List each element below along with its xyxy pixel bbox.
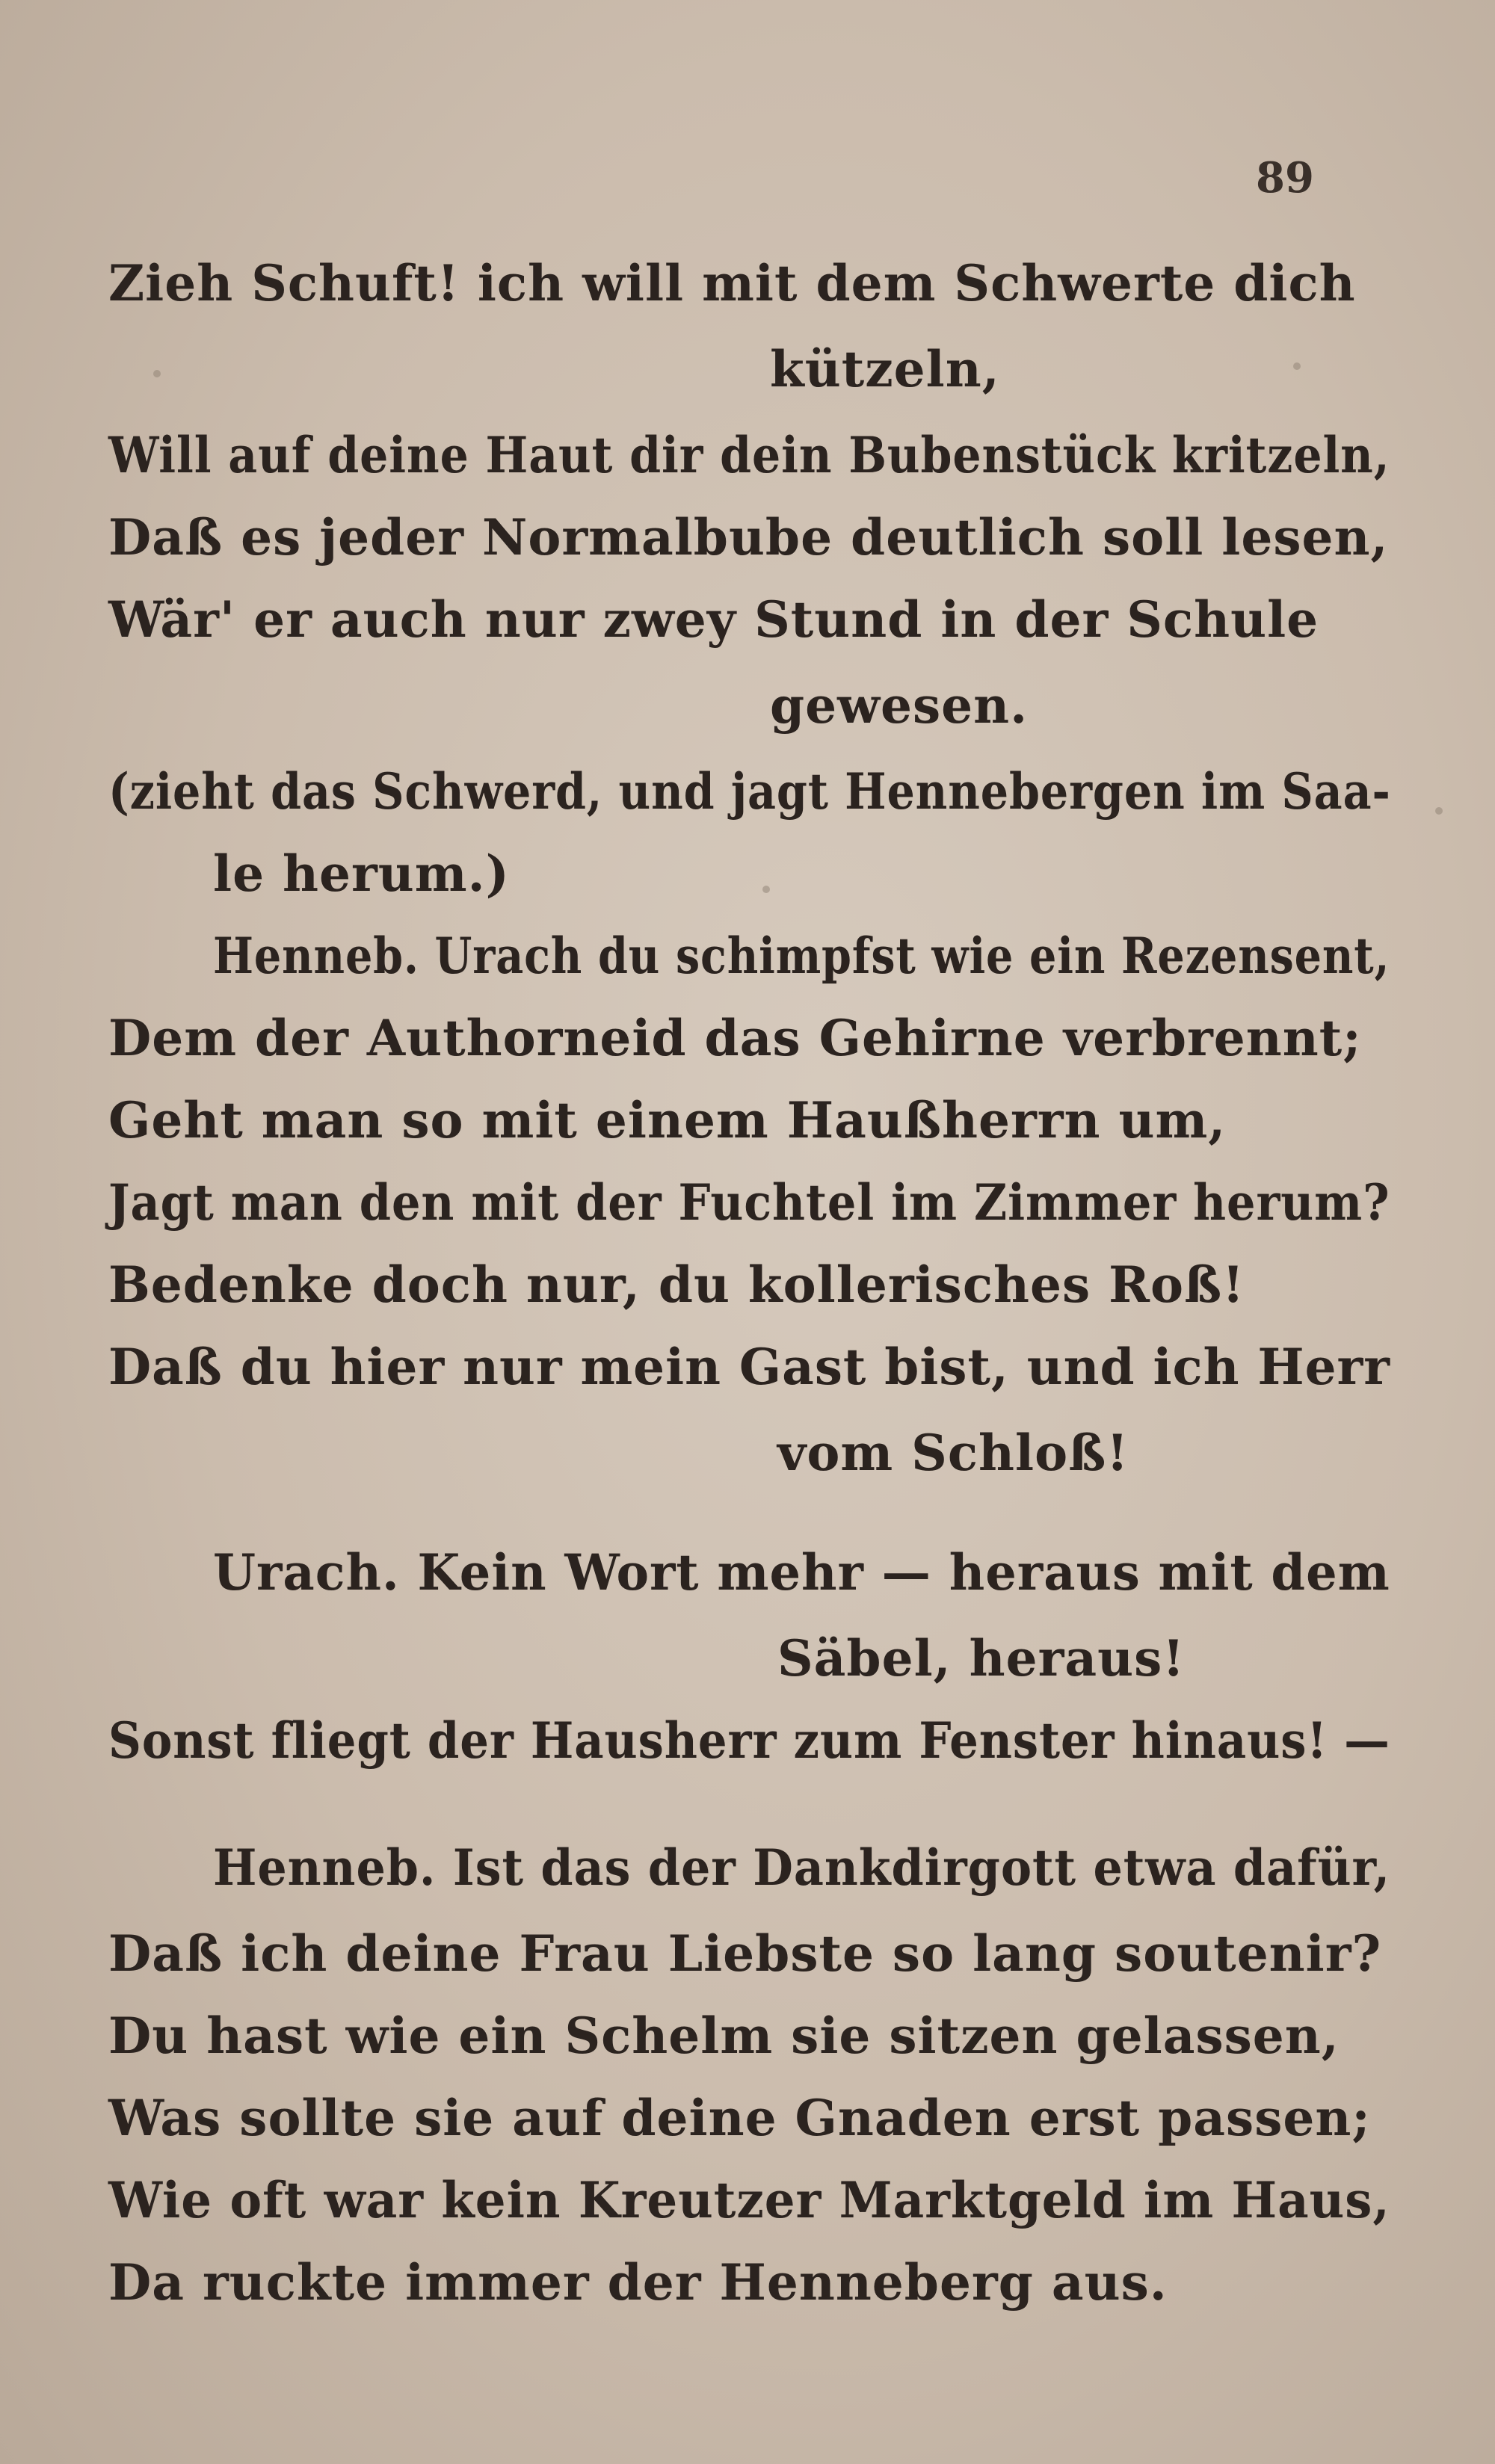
ink-speck: [153, 370, 161, 377]
page-number: 89: [1256, 153, 1314, 203]
text-line: Sonst fliegt der Hausherr zum Fenster hinaus! —: [108, 1711, 1390, 1770]
text-line: Henneb. Ist das der Dankdirgott etwa dafür,: [213, 1838, 1391, 1897]
text-line: kützeln,: [770, 340, 1000, 398]
text-line: Daß du hier nur mein Gast bist, und ich Herr: [108, 1338, 1390, 1396]
text-line: Will auf deine Haut dir dein Bubenstück kritzeln,: [108, 426, 1390, 484]
text-line: Da ruckte immer der Henneberg aus.: [108, 2253, 1168, 2312]
text-line: Wär' er auch nur zwey Stund in der Schule: [108, 590, 1319, 649]
text-line: Wie oft war kein Kreutzer Marktgeld im Haus,: [108, 2171, 1390, 2229]
text-line: Geht man so mit einem Haußherrn um,: [108, 1091, 1227, 1149]
text-line: Was sollte sie auf deine Gnaden erst passen;: [108, 2089, 1371, 2147]
text-line: Henneb. Urach du schimpfst wie ein Rezensent,: [213, 927, 1390, 985]
text-line: vom Schloß!: [777, 1424, 1129, 1482]
text-line: gewesen.: [770, 676, 1029, 735]
ink-speck: [762, 886, 770, 893]
ink-speck: [1293, 362, 1301, 370]
text-line: Säbel, heraus!: [777, 1629, 1186, 1688]
text-line: Zieh Schuft! ich will mit dem Schwerte dich: [108, 254, 1356, 312]
text-line: Dem der Authorneid das Gehirne verbrennt;: [108, 1009, 1362, 1067]
text-line: Bedenke doch nur, du kollerisches Roß!: [108, 1256, 1245, 1314]
stage-direction: (zieht das Schwerd, und jagt Hennebergen im Saa-: [108, 762, 1391, 821]
text-line: Urach. Kein Wort mehr — heraus mit dem: [213, 1543, 1390, 1602]
text-line: Daß ich deine Frau Liebste so lang soutenir?: [108, 1924, 1382, 1983]
text-line: Jagt man den mit der Fuchtel im Zimmer herum?: [108, 1173, 1390, 1232]
ink-speck: [1435, 807, 1443, 815]
stage-direction: le herum.): [213, 845, 510, 903]
text-line: Du hast wie ein Schelm sie sitzen gelassen,: [108, 2007, 1340, 2065]
text-line: Daß es jeder Normalbube deutlich soll lesen,: [108, 508, 1389, 566]
